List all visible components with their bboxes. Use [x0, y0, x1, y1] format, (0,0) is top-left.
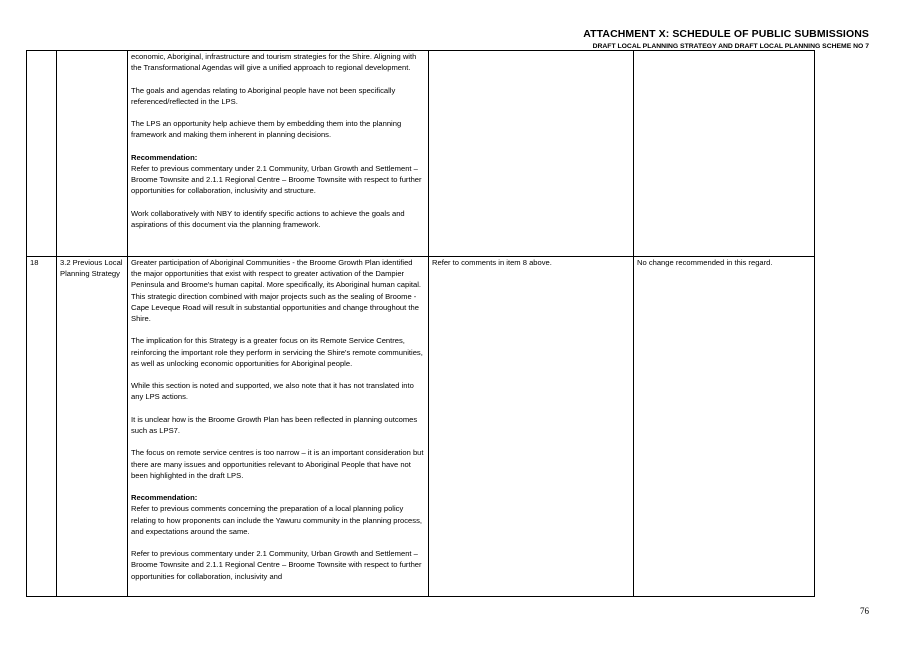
- comment-cell: [429, 51, 634, 257]
- submission-paragraph: economic, Aboriginal, infrastructure and tourism strategies for the Shire. Aligning with the Transformational Agendas will give a unified approach to regional development.: [131, 52, 417, 73]
- submission-cell: [128, 257, 429, 597]
- document-header: [583, 28, 869, 50]
- item-number-cell: [27, 51, 57, 257]
- page-number: 76: [860, 606, 869, 616]
- submission-paragraph: The implication for this Strategy is a greater focus on its Remote Service Centres, reinforcing the important role they perform in servicing the Shire's remote communities, as well as unlocking economic opportunities for Aboriginal people.: [131, 336, 423, 368]
- submission-paragraph: Work collaboratively with NBY to identify specific actions to achieve the goals and aspirations of this document via the planning framework.: [131, 208, 405, 229]
- recommendation-heading: Recommendation:: [131, 152, 198, 162]
- submission-paragraph: Refer to previous commentary under 2.1 Community, Urban Growth and Settlement – Broome Townsite and 2.1.1 Regional Centre – Broome Townsite with respect to further opportunities for collaboration, inclusivity and: [131, 549, 422, 581]
- submission-paragraph: Refer to previous comments concerning the preparation of a local planning policy relating to how proponents can include the Yawuru community in the planning process, and expectations around the same.: [131, 504, 422, 536]
- submission-paragraph: Refer to previous commentary under 2.1 Community, Urban Growth and Settlement – Broome Townsite and 2.1.1 Regional Centre – Broome Townsite with respect to further opportunities for collaboration, inclusivity and structure.: [131, 163, 422, 196]
- submission-cell: [128, 51, 429, 257]
- table-row: [27, 257, 815, 597]
- section-cell: 3.2 Previous Local Planning Strategy: [57, 257, 128, 597]
- attachment-title: ATTACHMENT X: SCHEDULE OF PUBLIC SUBMISSIONS: [583, 28, 869, 40]
- section-cell: [57, 51, 128, 257]
- recommendation-cell: [634, 51, 815, 257]
- comment-cell: Refer to comments in item 8 above.: [429, 257, 634, 597]
- submission-paragraph: It is unclear how is the Broome Growth Plan has been reflected in planning outcomes such as LPS7.: [131, 414, 418, 435]
- submission-paragraph: Greater participation of Aboriginal Communities - the Broome Growth Plan identified the major opportunities that exist with respect to greater activation of the Dampier Peninsula and Broome's human capital. More specifically, its Aboriginal human capital. This strategic direction combined with major projects such as the sealing of Broome - Cape Leveque Road will result in substantial opportunities and change throughout the Shire.: [131, 258, 422, 324]
- recommendation-cell: No change recommended in this regard.: [634, 257, 815, 597]
- table-row: [27, 51, 815, 257]
- submission-paragraph: The focus on remote service centres is too narrow – it is an important consideration but there are many issues and opportunities relevant to Aboriginal People that have not been highlighted in the draft LPS.: [131, 448, 424, 480]
- document-subtitle: DRAFT LOCAL PLANNING STRATEGY AND DRAFT LOCAL PLANNING SCHEME NO 7: [592, 43, 869, 50]
- submission-paragraph: While this section is noted and supported, we also note that it has not translated into any LPS actions.: [131, 381, 414, 402]
- submission-paragraph: The LPS an opportunity help achieve them by embedding them into the planning framework and making them inherent in planning decisions.: [131, 119, 402, 140]
- item-number-cell: 18: [27, 257, 57, 597]
- recommendation-heading: Recommendation:: [131, 493, 198, 503]
- submission-paragraph: The goals and agendas relating to Aboriginal people have not been specifically referenced/reflected in the LPS.: [131, 85, 396, 106]
- submissions-table: [26, 50, 815, 597]
